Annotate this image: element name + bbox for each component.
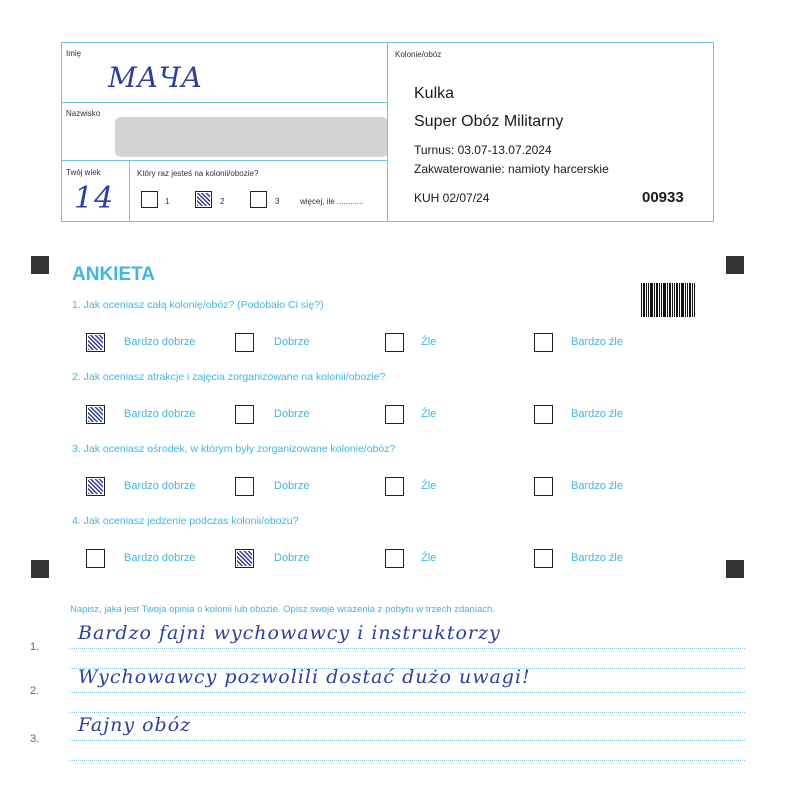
opinion-dotted-line: [70, 692, 745, 693]
registration-mark-bl: [31, 560, 49, 578]
opinion-prompt: Napisz, jaka jest Twoja opinia o kolonii lub obozie. Opisz swoje wrażenia z pobytu w trzech zdaniach.: [70, 604, 495, 615]
surname-redaction: [115, 117, 388, 157]
question-4-checkbox-2[interactable]: [235, 549, 254, 568]
question-1-option-label: Bardzo źle: [571, 336, 623, 348]
question-4-option-label: Źle: [421, 552, 437, 564]
survey-title: ANKIETA: [72, 264, 156, 285]
age-value[interactable]: 14: [74, 181, 115, 216]
surname-label: Nazwisko: [66, 109, 101, 118]
question-2-checkbox-3[interactable]: [385, 405, 404, 424]
question-3-option-label: Bardzo źle: [571, 480, 623, 492]
registration-mark-tr: [726, 256, 744, 274]
age-label: Twój wiek: [66, 168, 101, 177]
opinion-line-text[interactable]: Wychowawcy pozwolili dostać dużo uwagi!: [78, 666, 531, 688]
question-2-checkbox-4[interactable]: [534, 405, 553, 424]
times-option-3: 3: [275, 197, 280, 206]
name-label: Imię: [66, 49, 82, 58]
times-checkbox-3[interactable]: [250, 191, 267, 208]
camp-name: Kulka: [414, 85, 455, 102]
question-4-checkbox-1[interactable]: [86, 549, 105, 568]
times-option-1: 1: [165, 197, 170, 206]
question-1-option-label: Bardzo dobrze: [124, 336, 196, 348]
question-2-checkbox-1[interactable]: [86, 405, 105, 424]
opinion-dotted-line: [70, 760, 745, 761]
barcode-icon: [641, 283, 695, 317]
question-text: 4. Jak oceniasz jedzenie podczas kolonii/obozu?: [72, 515, 299, 527]
times-checkbox-2[interactable]: [195, 191, 212, 208]
opinion-dotted-line: [70, 648, 745, 649]
registration-mark-tl: [31, 256, 49, 274]
times-label: Który raz jesteś na kolonii/obozie?: [137, 169, 259, 178]
question-2-option-label: Bardzo źle: [571, 408, 623, 420]
question-4-option-label: Dobrze: [274, 552, 310, 564]
camp-number: 00933: [642, 189, 684, 206]
question-3-option-label: Źle: [421, 480, 437, 492]
opinion-line-text[interactable]: Fajny obóz: [78, 714, 192, 736]
question-1-checkbox-3[interactable]: [385, 333, 404, 352]
camp-label: Kolonie/obóz: [395, 50, 442, 59]
question-1-checkbox-4[interactable]: [534, 333, 553, 352]
question-text: 3. Jak oceniasz ośrodek, w którym były zorganizowane kolonie/obóz?: [72, 443, 396, 455]
question-2-checkbox-2[interactable]: [235, 405, 254, 424]
question-2-option-label: Bardzo dobrze: [124, 408, 196, 420]
question-3-checkbox-2[interactable]: [235, 477, 254, 496]
question-3-option-label: Bardzo dobrze: [124, 480, 196, 492]
question-3-checkbox-3[interactable]: [385, 477, 404, 496]
question-2-option-label: Źle: [421, 408, 437, 420]
times-option-more: więcej, ile ............: [300, 197, 364, 206]
times-option-2: 2: [220, 197, 225, 206]
name-value[interactable]: MAЧA: [108, 61, 203, 94]
opinion-line-text[interactable]: Bardzo fajni wychowawcy i instruktorzy: [78, 622, 501, 644]
question-1-option-label: Dobrze: [274, 336, 310, 348]
camp-accommodation: Zakwaterowanie: namioty harcerskie: [414, 162, 609, 176]
question-4-option-label: Bardzo dobrze: [124, 552, 196, 564]
question-4-checkbox-4[interactable]: [534, 549, 553, 568]
camp-info-box: [387, 42, 714, 222]
opinion-line-number: 3.: [30, 733, 40, 745]
camp-turnus: Turnus: 03.07-13.07.2024: [414, 143, 552, 157]
question-1-option-label: Źle: [421, 336, 437, 348]
question-3-option-label: Dobrze: [274, 480, 310, 492]
question-1-checkbox-1[interactable]: [86, 333, 105, 352]
question-4-checkbox-3[interactable]: [385, 549, 404, 568]
opinion-line-number: 1.: [30, 641, 40, 653]
name-box: [61, 42, 388, 103]
question-text: 1. Jak oceniasz całą kolonię/obóz? (Podobało Ci się?): [72, 299, 324, 311]
question-3-checkbox-4[interactable]: [534, 477, 553, 496]
camp-title: Super Obóz Militarny: [414, 113, 564, 130]
opinion-dotted-line: [70, 740, 745, 741]
age-box: [61, 160, 130, 222]
registration-mark-br: [726, 560, 744, 578]
question-2-option-label: Dobrze: [274, 408, 310, 420]
camp-code: KUH 02/07/24: [414, 191, 490, 205]
opinion-dotted-line: [70, 712, 745, 713]
question-4-option-label: Bardzo źle: [571, 552, 623, 564]
question-1-checkbox-2[interactable]: [235, 333, 254, 352]
question-text: 2. Jak oceniasz atrakcje i zajęcia zorganizowane na kolonii/obozie?: [72, 371, 386, 383]
opinion-line-number: 2.: [30, 685, 40, 697]
times-checkbox-1[interactable]: [141, 191, 158, 208]
question-3-checkbox-1[interactable]: [86, 477, 105, 496]
